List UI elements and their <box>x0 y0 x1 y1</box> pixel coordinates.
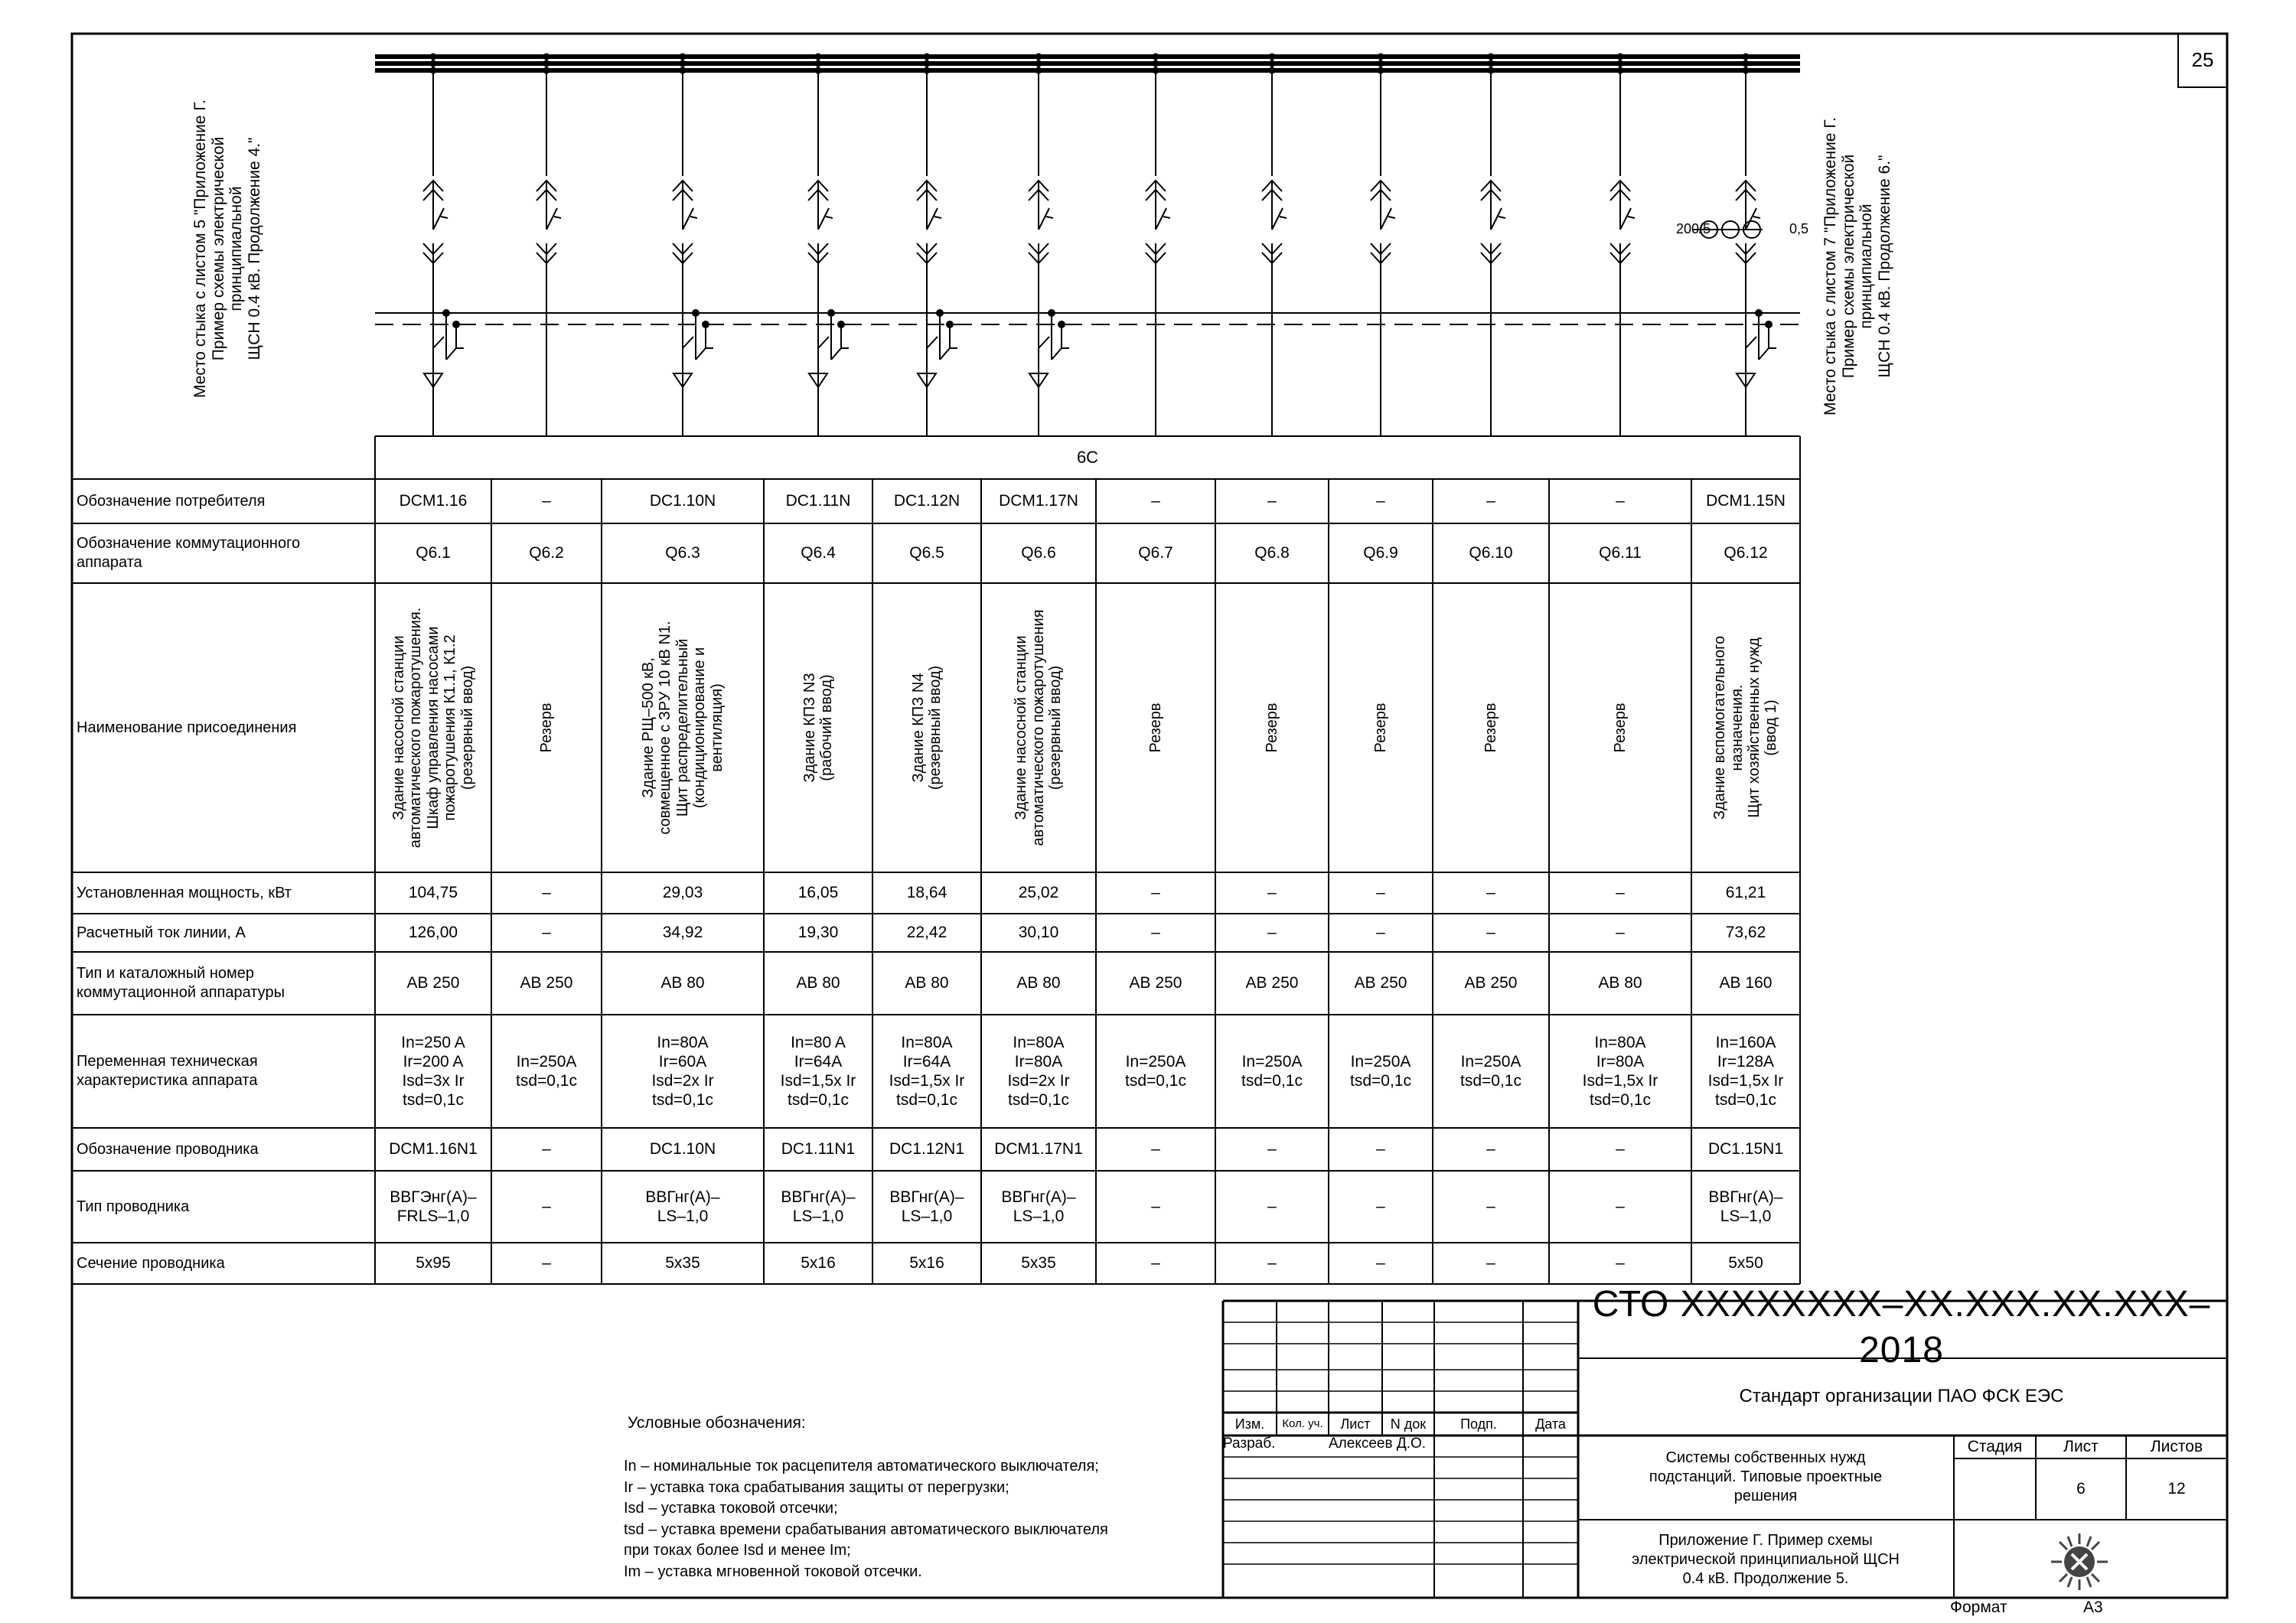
cell-cond-10: – <box>1486 1140 1495 1159</box>
cell-consumer-11: – <box>1616 492 1625 510</box>
cell-section-11: – <box>1616 1254 1625 1273</box>
cell-section-5: 5x16 <box>909 1254 944 1273</box>
cell-type-10: АВ 250 <box>1464 974 1518 992</box>
cell-chars-1: In=250 A Ir=200 A Isd=3x Ir tsd=0,1c <box>401 1033 465 1110</box>
cell-name-6: Здание насосной станции автоматического пожаротушения (резервный ввод) <box>1013 609 1065 846</box>
revision-header: N док <box>1390 1416 1427 1432</box>
row-label-power: Установленная мощность, кВт <box>77 884 292 901</box>
cell-power-7: – <box>1151 884 1160 902</box>
cell-current-10: – <box>1486 924 1495 942</box>
cell-type-1: АВ 250 <box>406 974 460 992</box>
stage-label: Стадия <box>1967 1437 2023 1455</box>
cell-power-2: – <box>542 884 551 902</box>
cell-name-3: Здание РЩ–500 кВ, совмещенное с ЗРУ 10 кВ N1. Щит распределительный (кондиционирование и вентиляция) <box>640 621 726 835</box>
cell-device-4: Q6.4 <box>801 544 836 562</box>
cell-consumer-9: – <box>1376 492 1385 510</box>
cell-name-1: Здание насосной станции автоматического пожаротушения. Шкаф управления насосами пожаротушения К1.1, К1.2 (резервный ввод) <box>390 607 476 849</box>
cell-type-4: АВ 80 <box>796 974 840 992</box>
cell-cond-12: DC1.15N1 <box>1707 1140 1784 1159</box>
cell-condtype-2: – <box>542 1198 551 1216</box>
cell-power-3: 29,03 <box>662 884 703 902</box>
cell-current-3: 34,92 <box>662 924 703 942</box>
cell-condtype-4: ВВГнг(А)– LS–1,0 <box>781 1188 856 1225</box>
cell-condtype-3: ВВГнг(А)– LS–1,0 <box>645 1188 720 1225</box>
legend-line: tsd – уставка времени срабатывания автоматического выключателя <box>624 1520 1108 1538</box>
cell-current-7: – <box>1151 924 1160 942</box>
system-title: Системы собственных нужд подстанций. Типовые проектные решения <box>1649 1449 1883 1504</box>
cell-device-2: Q6.2 <box>529 544 564 562</box>
cell-power-11: – <box>1616 884 1625 902</box>
cell-current-6: 30,10 <box>1018 924 1059 942</box>
aux-contact-icon <box>433 337 464 360</box>
cell-cond-3: DC1.10N <box>649 1140 716 1159</box>
cell-section-3: 5x35 <box>665 1254 700 1273</box>
row-label-chars: Переменная техническая характеристика аппарата <box>77 1053 258 1089</box>
breaker-contact-icon <box>683 208 697 230</box>
cell-power-10: – <box>1486 884 1495 902</box>
revision-header: Лист <box>1340 1416 1371 1432</box>
sheets-value: 12 <box>2167 1479 2186 1498</box>
cell-consumer-6: DCM1.17N <box>999 492 1078 510</box>
row-label-device: Обозначение коммутационного аппарата <box>77 535 301 571</box>
cell-power-1: 104,75 <box>408 884 458 902</box>
organization-title: Стандарт организации ПАО ФСК ЕЭС <box>1739 1386 2064 1406</box>
revision-header: Кол. уч. <box>1282 1416 1323 1430</box>
cell-current-11: – <box>1616 924 1625 942</box>
cell-device-12: Q6.12 <box>1724 544 1768 562</box>
cell-chars-12: In=160A Ir=128A Isd=1,5x Ir tsd=0,1c <box>1707 1033 1784 1110</box>
breaker-contact-icon <box>1039 208 1053 230</box>
cell-condtype-10: – <box>1486 1198 1495 1216</box>
cell-section-10: – <box>1486 1254 1495 1273</box>
breaker-contact-icon <box>1491 208 1505 230</box>
cell-current-5: 22,42 <box>906 924 947 942</box>
sheet-number: 25 <box>2191 48 2214 72</box>
left-junction-note: Место стыка с листом 5 "Приложение Г. Пример схемы электрической принципиальной ЩСН 0.4 кВ. Продолжение 4." <box>191 99 263 398</box>
cell-type-12: АВ 160 <box>1719 974 1773 992</box>
cell-condtype-5: ВВГнг(А)– LS–1,0 <box>889 1188 964 1225</box>
breaker-contact-icon <box>1381 208 1395 230</box>
cell-cond-11: – <box>1616 1140 1625 1159</box>
cell-name-11: Резерв <box>1611 702 1629 753</box>
aux-contact-icon <box>818 337 849 360</box>
cell-device-6: Q6.6 <box>1021 544 1056 562</box>
cell-consumer-12: DCM1.15N <box>1706 492 1786 510</box>
cell-chars-8: In=250A tsd=0,1c <box>1241 1052 1303 1090</box>
cell-condtype-12: ВВГнг(А)– LS–1,0 <box>1708 1188 1783 1225</box>
legend-line: при токах более Isd и менее Im; <box>624 1542 851 1559</box>
row-label-condtype: Тип проводника <box>77 1198 190 1215</box>
cell-condtype-6: ВВГнг(А)– LS–1,0 <box>1001 1188 1076 1225</box>
cell-condtype-8: – <box>1267 1198 1277 1216</box>
cell-chars-4: In=80 A Ir=64A Isd=1,5x Ir tsd=0,1c <box>780 1033 856 1110</box>
cell-name-5: Здание КПЗ N4 (резервный ввод) <box>909 665 944 790</box>
format-value: А3 <box>2083 1599 2103 1616</box>
cell-current-12: 73,62 <box>1725 924 1766 942</box>
cell-current-1: 126,00 <box>408 924 458 942</box>
revision-header: Дата <box>1535 1416 1566 1432</box>
cell-section-8: – <box>1267 1254 1277 1273</box>
ct-ratio-label: 200/5 <box>1676 221 1711 236</box>
cell-section-6: 5x35 <box>1021 1254 1056 1273</box>
cell-consumer-10: – <box>1486 492 1495 510</box>
developer-name: Алексеев Д.О. <box>1329 1436 1427 1452</box>
cell-cond-1: DCM1.16N1 <box>389 1140 478 1159</box>
cell-chars-9: In=250A tsd=0,1c <box>1350 1052 1411 1090</box>
breaker-contact-icon <box>1746 208 1760 230</box>
aux-contact-icon <box>927 337 957 360</box>
cell-current-2: – <box>542 924 551 942</box>
cell-cond-4: DC1.11N1 <box>781 1140 856 1159</box>
aux-contact-icon <box>1039 337 1069 360</box>
right-junction-note: Место стыка с листом 7 "Приложение Г. Пример схемы электрической принципиальной ЩСН 0.4 кВ. Продолжение 6." <box>1821 117 1893 416</box>
cell-consumer-5: DC1.12N <box>893 492 960 510</box>
cell-power-5: 18,64 <box>906 884 947 902</box>
cell-consumer-4: DC1.11N <box>785 492 851 510</box>
cell-power-12: 61,21 <box>1725 884 1766 902</box>
legend-line: In – номинальные ток расцепителя автоматического выключателя; <box>624 1458 1099 1475</box>
legend-line: Im – уставка мгновенной токовой отсечки. <box>624 1563 922 1580</box>
cell-section-12: 5x50 <box>1728 1254 1763 1273</box>
cell-condtype-9: – <box>1376 1198 1385 1216</box>
cell-condtype-1: ВВГЭнг(А)– FRLS–1,0 <box>390 1188 477 1225</box>
cell-device-1: Q6.1 <box>416 544 451 562</box>
cell-chars-7: In=250A tsd=0,1c <box>1125 1052 1186 1090</box>
legend-line: Isd – уставка токовой отсечки; <box>624 1500 838 1517</box>
aux-contact-icon <box>1746 337 1776 360</box>
revision-header: Подп. <box>1460 1416 1497 1432</box>
cell-device-7: Q6.7 <box>1138 544 1173 562</box>
row-label-section: Сечение проводника <box>77 1254 225 1272</box>
cell-name-7: Резерв <box>1146 702 1164 753</box>
cell-cond-7: – <box>1151 1140 1160 1159</box>
cell-type-3: АВ 80 <box>660 974 705 992</box>
appendix-title: Приложение Г. Пример схемы электрической принципиальной ЩСН 0.4 кВ. Продолжение 5. <box>1632 1531 1900 1587</box>
cell-type-11: АВ 80 <box>1598 974 1642 992</box>
cell-type-6: АВ 80 <box>1016 974 1061 992</box>
cell-section-2: – <box>542 1254 551 1273</box>
cell-consumer-3: DC1.10N <box>649 492 716 510</box>
cell-name-10: Резерв <box>1482 702 1499 753</box>
legend-title: Условные обозначения: <box>628 1414 806 1432</box>
cell-chars-3: In=80A Ir=60A Isd=2x Ir tsd=0,1c <box>651 1033 714 1110</box>
cell-power-4: 16,05 <box>797 884 839 902</box>
cell-power-8: – <box>1267 884 1277 902</box>
breaker-contact-icon <box>546 208 561 230</box>
cell-device-10: Q6.10 <box>1469 544 1513 562</box>
breaker-contact-icon <box>818 208 833 230</box>
cell-chars-2: In=250A tsd=0,1c <box>516 1052 577 1090</box>
cell-current-8: – <box>1267 924 1277 942</box>
cell-current-9: – <box>1376 924 1385 942</box>
cell-condtype-7: – <box>1151 1198 1160 1216</box>
breaker-contact-icon <box>1272 208 1287 230</box>
row-label-name: Наименование присоединения <box>77 719 297 736</box>
sheet-label: Лист <box>2063 1437 2099 1455</box>
cell-consumer-2: – <box>542 492 551 510</box>
cell-type-5: АВ 80 <box>905 974 949 992</box>
cell-current-4: 19,30 <box>797 924 839 942</box>
cell-type-2: АВ 250 <box>520 974 573 992</box>
cell-type-9: АВ 250 <box>1354 974 1407 992</box>
developed-label: Разраб. <box>1223 1436 1276 1452</box>
cell-type-8: АВ 250 <box>1245 974 1299 992</box>
cell-cond-6: DCM1.17N1 <box>994 1140 1083 1159</box>
aux-contact-icon <box>683 337 713 360</box>
cell-name-8: Резерв <box>1263 702 1280 753</box>
breaker-contact-icon <box>1620 208 1635 230</box>
cell-cond-9: – <box>1376 1140 1385 1159</box>
cell-section-4: 5x16 <box>801 1254 836 1273</box>
row-label-consumer: Обозначение потребителя <box>77 492 266 510</box>
cell-section-7: – <box>1151 1254 1160 1273</box>
cell-section-1: 5x95 <box>416 1254 451 1273</box>
ct-class-label: 0,5 <box>1789 221 1809 236</box>
cell-device-9: Q6.9 <box>1363 544 1398 562</box>
cell-name-12: Здание вспомогательного назначения. Щит хозяйственных нужд (ввод 1) <box>1711 635 1780 820</box>
cell-name-2: Резерв <box>537 702 555 753</box>
sheets-label: Листов <box>2150 1437 2203 1455</box>
cell-type-7: АВ 250 <box>1129 974 1182 992</box>
cell-device-11: Q6.11 <box>1599 544 1642 562</box>
document-code: СТО XXXXXXXX–XX.XXX.XX.XXX–2018 <box>1592 1284 2211 1370</box>
format-label: Формат <box>1950 1599 2007 1616</box>
cell-chars-11: In=80A Ir=80A Isd=1,5x Ir tsd=0,1c <box>1582 1033 1658 1110</box>
breaker-contact-icon <box>433 208 448 230</box>
cell-cond-2: – <box>542 1140 551 1159</box>
cell-chars-10: In=250A tsd=0,1c <box>1460 1052 1521 1090</box>
revision-header: Изм. <box>1234 1416 1265 1432</box>
row-label-type: Тип и каталожный номер коммутационной аппаратуры <box>77 965 285 1001</box>
legend-line: Ir – уставка тока срабатывания защиты от перегрузки; <box>624 1478 1009 1496</box>
cell-cond-8: – <box>1267 1140 1277 1159</box>
cell-device-5: Q6.5 <box>909 544 944 562</box>
cell-consumer-7: – <box>1151 492 1160 510</box>
cell-consumer-8: – <box>1267 492 1277 510</box>
cell-condtype-11: – <box>1616 1198 1625 1216</box>
bus-section-label: 6С <box>1076 447 1099 467</box>
sheet-value: 6 <box>2076 1479 2086 1498</box>
cell-device-3: Q6.3 <box>665 544 700 562</box>
cell-chars-6: In=80A Ir=80A Isd=2x Ir tsd=0,1c <box>1007 1033 1070 1110</box>
company-logo <box>2045 1527 2114 1596</box>
cell-power-6: 25,02 <box>1018 884 1059 902</box>
cell-chars-5: In=80A Ir=64A Isd=1,5x Ir tsd=0,1c <box>889 1033 965 1110</box>
cell-consumer-1: DCM1.16 <box>399 492 468 510</box>
row-label-current: Расчетный ток линии, А <box>77 924 246 941</box>
cell-power-9: – <box>1376 884 1385 902</box>
cell-name-4: Здание КПЗ N3 (рабочий ввод) <box>801 673 835 783</box>
cell-cond-5: DC1.12N1 <box>889 1140 965 1159</box>
legend <box>624 1456 1205 1582</box>
cell-device-8: Q6.8 <box>1254 544 1290 562</box>
row-label-cond: Обозначение проводника <box>77 1140 259 1158</box>
cell-section-9: – <box>1376 1254 1385 1273</box>
cell-name-9: Резерв <box>1371 702 1389 753</box>
breaker-contact-icon <box>927 208 941 230</box>
breaker-contact-icon <box>1156 208 1170 230</box>
